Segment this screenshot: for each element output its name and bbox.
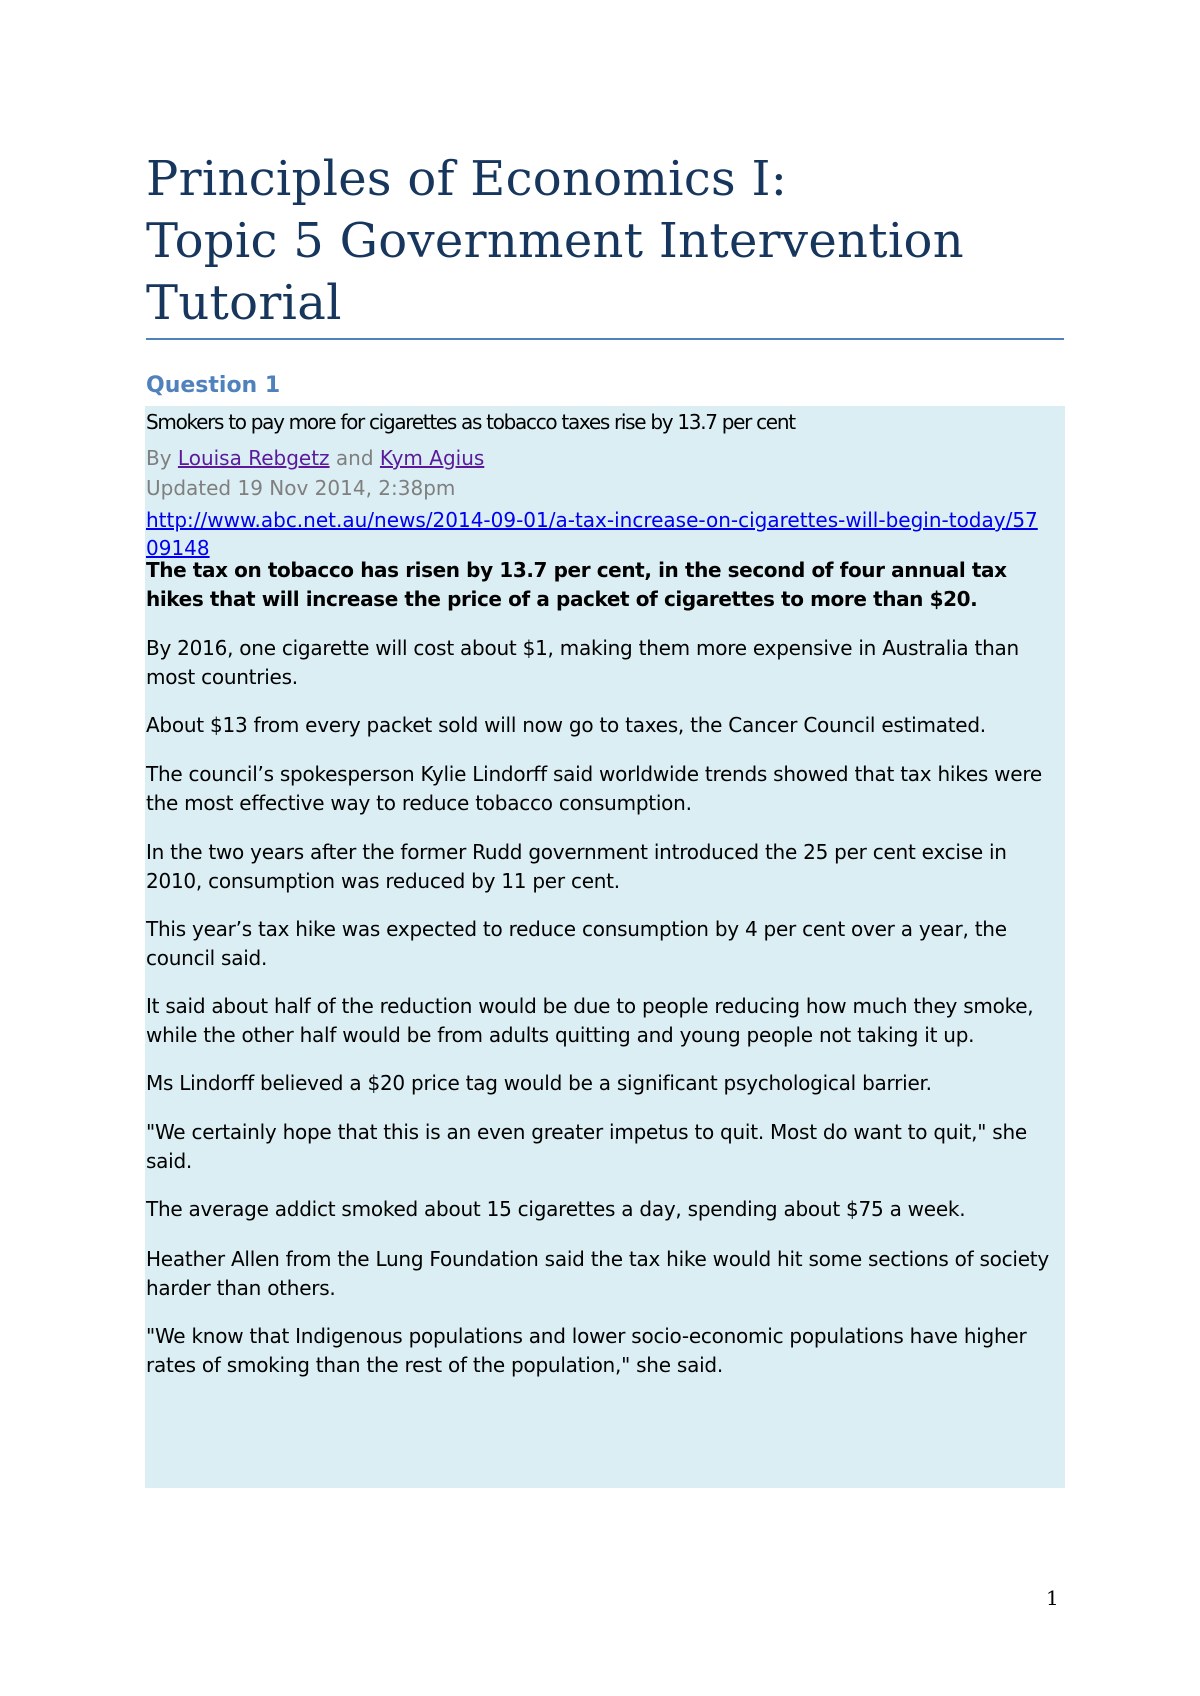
article-paragraph-6: It said about half of the reduction would be due to people reducing how much they smoke, while the other half would be from adults quitting and young people not taking it up. xyxy=(146,994,1034,1047)
article-box xyxy=(145,406,1065,1488)
byline-and: and xyxy=(335,446,374,470)
article-paragraph-2: About $13 from every packet sold will now go to taxes, the Cancer Council estimated. xyxy=(146,713,986,737)
title-line-3: Tutorial xyxy=(146,275,342,331)
article-paragraph-9: The average addict smoked about 15 cigarettes a day, spending about $75 a week. xyxy=(146,1197,966,1221)
article-paragraph-1: By 2016, one cigarette will cost about $1, making them more expensive in Australia than most countries. xyxy=(146,636,1019,689)
document-title xyxy=(146,148,1064,334)
title-line-1: Principles of Economics I: xyxy=(146,151,788,207)
article-byline xyxy=(146,444,484,472)
article-headline: Smokers to pay more for cigarettes as tobacco taxes rise by 13.7 per cent xyxy=(146,410,795,434)
page-number: 1 xyxy=(1046,1586,1059,1610)
title-line-2: Topic 5 Government Intervention xyxy=(146,213,964,269)
article-paragraph-7: Ms Lindorff believed a $20 price tag would be a significant psychological barrier. xyxy=(146,1071,932,1095)
article-url-link[interactable]: http://www.abc.net.au/news/2014-09-01/a-tax-increase-on-cigarettes-will-begin-today/5709148 xyxy=(146,508,1038,560)
article-lead: The tax on tobacco has risen by 13.7 per cent, in the second of four annual tax hikes that will increase the price of a packet of cigarettes to more than $20. xyxy=(146,558,1007,611)
article-paragraph-3: The council’s spokesperson Kylie Lindorff said worldwide trends showed that tax hikes were the most effective way to reduce tobacco consumption. xyxy=(146,762,1042,815)
byline-prefix: By xyxy=(146,446,172,470)
article-paragraph-10: Heather Allen from the Lung Foundation said the tax hike would hit some sections of society harder than others. xyxy=(146,1247,1049,1300)
article-paragraph-11: "We know that Indigenous populations and lower socio-economic populations have higher rates of smoking than the rest of the population," she said. xyxy=(146,1324,1027,1377)
article-paragraph-5: This year’s tax hike was expected to reduce consumption by 4 per cent over a year, the council said. xyxy=(146,917,1007,970)
author-link-2[interactable]: Kym Agius xyxy=(379,446,485,470)
article-paragraph-4: In the two years after the former Rudd government introduced the 25 per cent excise in 2010, consumption was reduced by 11 per cent. xyxy=(146,840,1007,893)
article-paragraph-8: "We certainly hope that this is an even greater impetus to quit. Most do want to quit," she said. xyxy=(146,1120,1027,1173)
question-heading: Question 1 xyxy=(146,373,281,398)
article-updated-timestamp: Updated 19 Nov 2014, 2:38pm xyxy=(146,476,456,500)
author-link-1[interactable]: Louisa Rebgetz xyxy=(177,446,330,470)
title-divider xyxy=(146,338,1064,340)
